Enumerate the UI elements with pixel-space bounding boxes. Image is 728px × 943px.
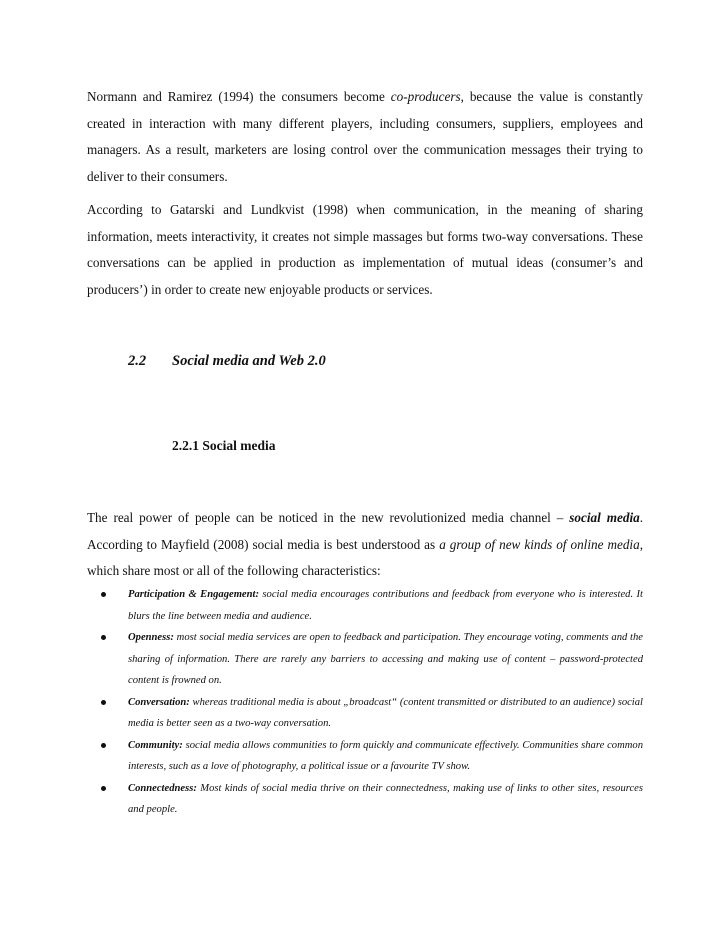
paragraph-gatarski-lundkvist: According to Gatarski and Lundkvist (1998) when communication, in the meaning of sharing information, meets interactivity, it creates not simple massages but forms two-way conversations. These conversations can be applied in production as implementation of mutual ideas (consumer’s and producers’) in order to create new enjoyable products or services. — [87, 202, 643, 297]
characteristic-text: Most kinds of social media thrive on their connectedness, making use of links to other sites, resources and people. — [128, 782, 643, 815]
paragraph-text: , because the value is constantly created in interaction with many different players, including consumers, suppliers, employees and managers. As a result, marketers are losing control over the communication messages their trying to deliver to their consumers. — [87, 89, 643, 184]
characteristic-term: Participation & Engagement: — [128, 589, 259, 600]
subsection-heading-2-2-1: 2.2.1 Social media — [172, 438, 276, 453]
list-item — [87, 692, 643, 735]
characteristic-term: Conversation: — [128, 696, 190, 708]
paragraph-text: . According to Mayfield (2008) social media is best understood as — [87, 510, 643, 552]
characteristic-term: Connectedness: — [128, 782, 197, 794]
bullet-icon — [101, 743, 106, 748]
list-item — [87, 778, 643, 821]
characteristic-term: Community: — [128, 739, 183, 751]
section-title: Social media and Web 2.0 — [172, 353, 326, 369]
paragraph-text: Normann and Ramirez (1994) the consumers become — [87, 89, 391, 104]
section-number: 2.2 — [128, 353, 147, 369]
characteristics-list — [87, 584, 643, 821]
list-item — [87, 735, 643, 778]
characteristic-text: whereas traditional media is about „broadcast“ (content transmitted or distributed to an audience) social media is better seen as a two-way conversation. — [128, 696, 643, 729]
bullet-icon — [101, 635, 106, 640]
emphasis-social-media: social media — [569, 510, 640, 525]
paragraph-text: The real power of people can be noticed in the new revolutionized media channel – — [87, 510, 570, 525]
paragraph-social-media-intro — [87, 505, 643, 585]
list-item — [87, 627, 643, 692]
characteristic-text: most social media services are open to feedback and participation. They encourage voting, comments and the sharing of information. There are rarely any barriers to accessing and making use of content – password-protected content is frowned on. — [128, 632, 643, 686]
section-heading-2-2 — [128, 353, 326, 370]
list-item — [87, 584, 643, 627]
paragraph-co-producers — [87, 84, 643, 190]
emphasis-co-producers: co-producers — [390, 89, 461, 104]
characteristic-text: social media encourages contributions and feedback from everyone who is interested. It blurs the line between media and audience. — [128, 589, 643, 622]
characteristic-text: social media allows communities to form quickly and communicate effectively. Communities share common interests, such as a love of photography, a political issue or a favourite TV show. — [128, 739, 643, 772]
emphasis-definition: a group of new kinds of online media — [439, 536, 640, 552]
bullet-icon — [101, 786, 106, 791]
bullet-icon — [101, 700, 106, 705]
characteristic-term: Openness: — [128, 632, 174, 643]
paragraph-text: , which share most or all of the following characteristics: — [87, 536, 643, 578]
bullet-icon — [101, 592, 106, 597]
